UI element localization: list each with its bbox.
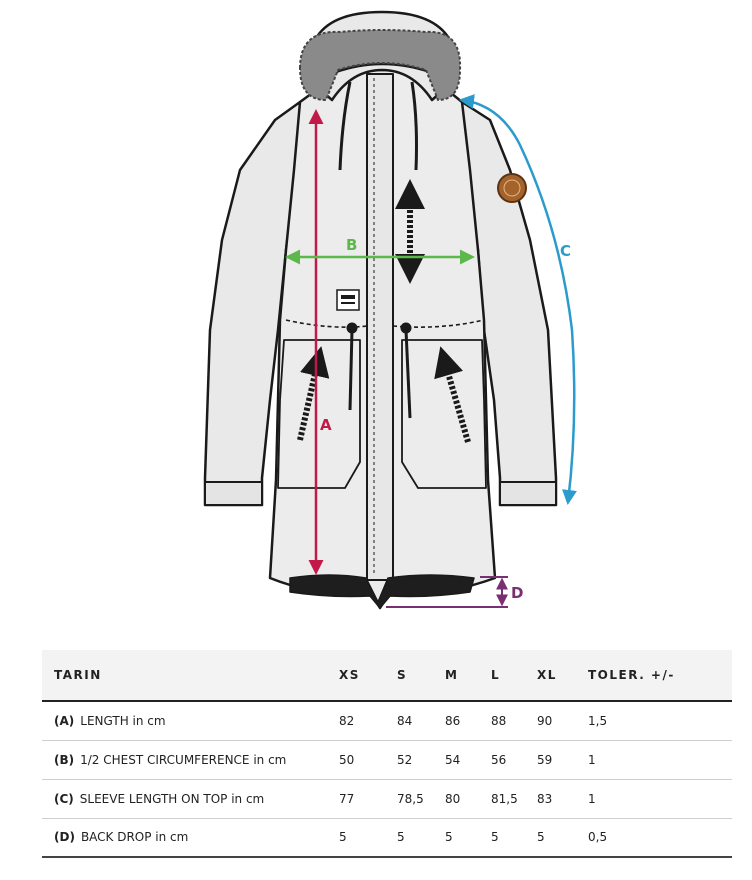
table-header-row xyxy=(42,650,732,701)
row-name-cell xyxy=(42,701,339,740)
row-code: (A) xyxy=(54,713,75,728)
value-m: 5 xyxy=(445,818,491,857)
row-label: LENGTH in cm xyxy=(80,713,166,728)
value-xs: 5 xyxy=(339,818,397,857)
header-xs: XS xyxy=(339,650,397,701)
value-xl: 59 xyxy=(537,740,588,779)
value-l: 5 xyxy=(491,818,537,857)
table-row xyxy=(42,701,732,740)
header-s: S xyxy=(397,650,445,701)
jacket-outline xyxy=(205,12,556,608)
value-l: 56 xyxy=(491,740,537,779)
value-xl: 90 xyxy=(537,701,588,740)
value-xs: 82 xyxy=(339,701,397,740)
table-row xyxy=(42,818,732,857)
row-code: (C) xyxy=(54,791,74,806)
table-row xyxy=(42,779,732,818)
header-name: TARIN xyxy=(42,650,339,701)
value-xl: 5 xyxy=(537,818,588,857)
shoulder-badge-icon xyxy=(498,174,526,202)
label-d: D xyxy=(511,584,524,602)
value-l: 88 xyxy=(491,701,537,740)
value-tolerance: 1 xyxy=(588,779,732,818)
front-placket xyxy=(367,74,393,580)
header-m: M xyxy=(445,650,491,701)
value-m: 80 xyxy=(445,779,491,818)
row-label: BACK DROP in cm xyxy=(80,830,189,845)
value-xl: 83 xyxy=(537,779,588,818)
value-xs: 77 xyxy=(339,779,397,818)
table-row xyxy=(42,740,732,779)
chest-logo-label xyxy=(337,290,359,310)
left-cuff xyxy=(205,482,262,505)
row-name-cell xyxy=(42,818,339,857)
value-xs: 50 xyxy=(339,740,397,779)
value-s: 5 xyxy=(397,818,445,857)
row-code: (D) xyxy=(54,830,75,845)
value-s: 84 xyxy=(397,701,445,740)
row-name-cell xyxy=(42,740,339,779)
header-tolerance: TOLER. +/- xyxy=(588,650,732,701)
row-code: (B) xyxy=(54,752,75,767)
value-s: 52 xyxy=(397,740,445,779)
value-m: 86 xyxy=(445,701,491,740)
value-tolerance: 1 xyxy=(588,740,732,779)
row-label: SLEEVE LENGTH ON TOP in cm xyxy=(79,791,265,806)
header-l: L xyxy=(491,650,537,701)
value-l: 81,5 xyxy=(491,779,537,818)
label-a: A xyxy=(320,416,332,434)
right-cuff xyxy=(500,482,556,505)
value-tolerance: 1,5 xyxy=(588,701,732,740)
row-label: 1/2 CHEST CIRCUMFERENCE in cm xyxy=(80,752,287,767)
value-m: 54 xyxy=(445,740,491,779)
row-name-cell xyxy=(42,779,339,818)
value-tolerance: 0,5 xyxy=(588,818,732,857)
value-s: 78,5 xyxy=(397,779,445,818)
label-c: C xyxy=(560,242,572,260)
size-table xyxy=(42,650,732,858)
header-xl: XL xyxy=(537,650,588,701)
label-b: B xyxy=(346,236,358,254)
